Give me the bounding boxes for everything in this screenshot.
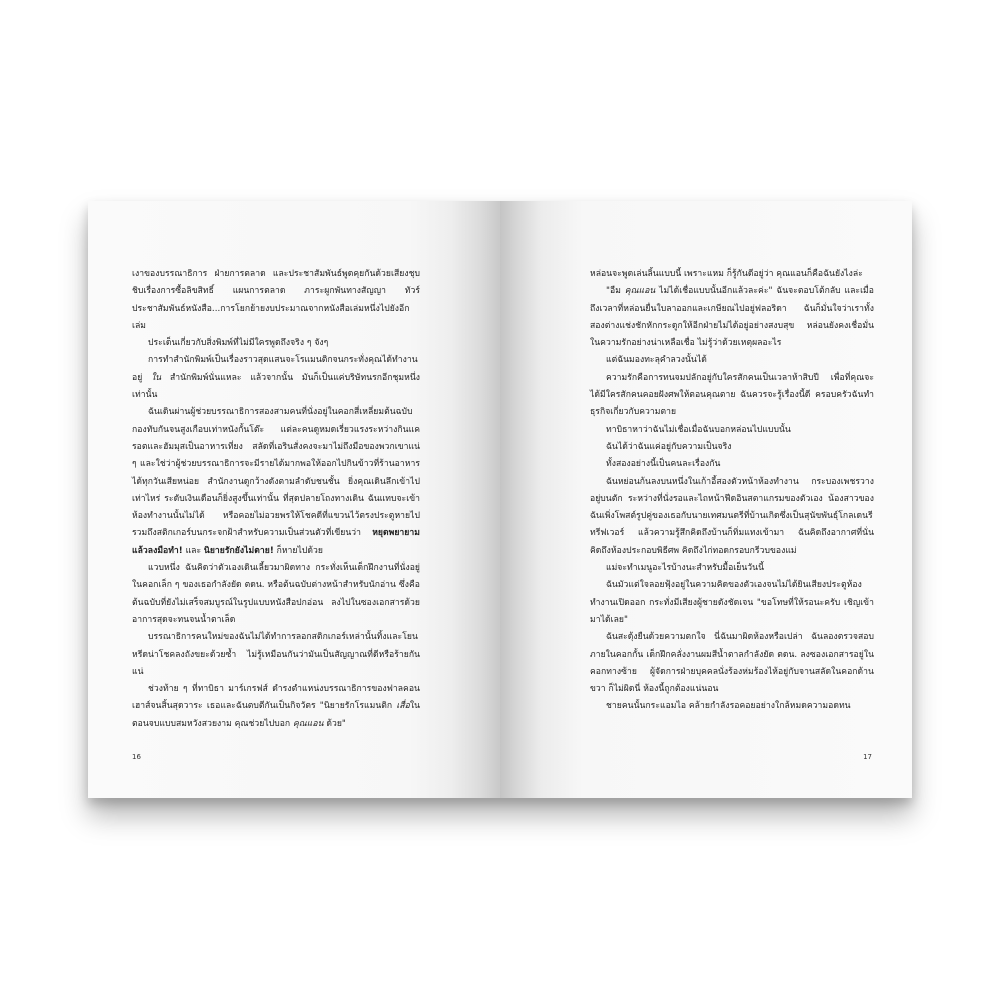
text-run: ประเด็นเกี่ยวกับสิ่งพิมพ์ที่ไม่มีใครพูดถึงจริง ๆ จังๆ [148,338,329,349]
text-run: ทั้งสองอย่างนี้เป็นคนละเรื่องกัน [606,459,721,470]
paragraph [132,352,420,404]
paragraph [590,352,874,369]
paragraph [132,404,420,560]
open-book [88,201,912,798]
right-page-body-text [590,266,874,716]
text-run: หยุดพยายาม แล้วลงมือทำ! [132,528,420,556]
paragraph [590,629,874,698]
text-run: ฉันมัวแต่ใจลอยฟุ้งอยู่ในความคิดของตัวเองจนไม่ได้ยินเสียงประตูห้องทำงานเปิดออก กระทั่งมีเสียงผู้ชายดังชัดเจน "ขอโทษที่ให้รอนะครับ เชิญเข้ามาได้เลย" [590,580,874,625]
paragraph [590,266,874,283]
paragraph [132,560,420,629]
text-run: ไม่ได้เชื่อแบบนั้นอีกแล้วละค่ะ" ฉันจะตอบโต้กลับ และเมื่อถึงเวลาที่หล่อนยื่นใบลาออกและเกษียณไปอยู่ฟลอริดา ฉันก็มั่นใจว่าเราทั้งสองต่างแช่งชักหักกระดูกให้อีกฝ่ายไม่ได้อยู่อย่างสงบสุข หล่อนยังคงเชื่อมั่นในความรักอย่างน่าเหลือเชื่อ ไม่รู้ว่าด้วยเหตุผลอะไร [590,286,874,349]
left-page-number: 16 [132,753,141,761]
text-run: ก็หายไปด้วย [273,545,323,556]
text-run: คุณแอน [292,718,324,729]
text-run: ชายคนนั้นกระแอมไอ คล้ายกำลังรอคอยอย่างใกล้หมดความอดทน [606,701,851,712]
text-run: สำนักพิมพ์นั่นแหละ แล้วจากนั้น มันก็เป็นแค่บริษัทนรกอีกชุมหนึ่งเท่านั้น [132,372,420,401]
text-run: ทาบิธาหาว่าฉันไม่เชื่อเมื่อฉันบอกหล่อนไปแบบนั้น [606,424,791,435]
text-run: ความรักคือการทนจมปลักอยู่กับใครสักคนเป็นเวลาห้าสิบปี เพื่อที่คุณจะได้มีใครสักคนคอยฝังศพให้ตอนคุณตาย ฉันควรจะรู้เรื่องนี้ดี ครอบครัวฉันทำธุรกิจเกี่ยวกับความตาย [590,372,874,418]
paragraph [590,456,874,473]
text-run: แวบหนึ่ง ฉันคิดว่าตัวเองเดินเลี้ยวมาผิดทาง กระทั่งเห็นเด็กฝึกงานที่นั่งอยู่ในคอกเล็ก ๆ ของเธอกำลังยัด ตดน. หรือต้นฉบับต่างหน้าสำหรับนักอ่าน ซึ่งคือต้นฉบับที่ยังไม่เสร็จสมบูรณ์ในรูปแบบหนังสือปกอ่อน ลงไปในซองเอกสารด้วยอาการสุดจะทนจนน้ำตาเล็ด [132,563,420,625]
text-run: คุณแอน [624,286,656,297]
paragraph [590,577,874,629]
text-run: ในตอนจบแบบสมหวังสวยงาม คุณช่วยไปบอก [132,701,420,729]
text-run: แม่จะทำเมนูอะไรบ้างนะสำหรับมื้อเย็นวันนี้ [606,563,765,574]
paragraph [590,439,874,456]
paragraph [132,335,420,352]
text-run: ช่วงท้าย ๆ ที่ทาบิธา มาร์เกรฟส์ ดำรงตำแหน่งบรรณาธิการของฟาลคอนเฮาส์จนสิ้นสุดวาระ เธอและฉันตบตีกันเป็นกิจวัตร "นิยายรักโรแมนติก [132,684,420,712]
right-page-number: 17 [863,753,872,761]
right-page [500,201,912,798]
text-run: นิยายรักยังไม่ตาย! [203,545,274,556]
text-run: ฉันเดินผ่านผู้ช่วยบรรณาธิการสองสามคนที่นั่งอยู่ในคอกสี่เหลี่ยมต้นฉบับกองทับกันจนสูงเกือบเท่าหนังกั้นโต๊ะ แต่ละคนดูหมดเรี่ยวแรงระหว่างกินแครอตและฮัมมุสเป็นอาหารเที่ยง สลัดที่เอรินสั่งคงจะมาไม่ถึงมือของพวกเขาแน่ ๆ และใช่ว่าผู้ช่วยบรรณาธิการจะมีรายได้มากพอให้ออกไปกินข้าวที่ร้านอาหารได้ทุกวันเสียหน่อย สำนักงานดูกว้างดังตามลำดับชนชั้น ยิ่งคุณเดินลึกเข้าไปเท่าไหร่ ระดับเงินเดือนก็ยิ่งสูงขึ้นเท่านั้น ที่สุดปลายโถงทางเดิน ฉันแทบจะเข้าห้องทำงานนั้นไม่ได้ หรือคอยไม่อวยพรให้โชคดีที่แขวนไว้ตรงประตูหายไป รวมถึงสติกเกอร์บนกระจกฝ้าสำหรับความเป็นส่วนตัวที่เขียนว่า [132,407,420,539]
paragraph [590,370,874,422]
paragraph [132,266,420,335]
left-page [88,201,500,798]
text-run: และ [182,545,204,556]
paragraph [590,698,874,715]
paragraph [590,422,874,439]
paragraph [590,283,874,352]
paragraph [590,474,874,560]
text-run: ด้วย" [323,718,346,729]
text-run: เงาของบรรณาธิการ ฝ่ายการตลาด และประชาสัมพันธ์พูดคุยกันด้วยเสียงชุบชิบเรื่องการซื้อลิขสิทธิ์ แผนการตลาด ภาระผูกพันทางสัญญา ทัวร์ประชาสัมพันธ์หนังสือ...การโยกย้ายงบประมาณจากหนังสือเล่มหนึ่งไปยังอีกเล่ม [132,269,420,331]
paragraph [132,629,420,681]
text-run: ฉันสะดุ้งยืนด้วยความตกใจ นี่ฉันมาผิดห้องหรือเปล่า ฉันลองตรวจสอบภายในคอกกั้น เด็กฝึกคลั่งงานผมสีน้ำตาลกำลังยัด ตดน. ลงซองเอกสารอยู่ในคอกทางซ้าย ผู้จัดการฝ่ายบุคคลนั่งร้องห่มร้องไห้อยู่กับจานสลัดในคอกด้านขวา ก็ไม่ผิดนี่ ห้องนี้ถูกต้องแน่นอน [590,632,874,695]
paragraph [132,681,420,733]
text-run: แต่ฉันมองทะลุคำลวงนั้นได้ [606,355,707,366]
text-run: บรรณาธิการคนใหม่ของฉันไม่ได้ทำการลอกสติกเกอร์เหล่านั้นทิ้งและโยนหรีดน่าโชคลงถังขยะด้วยซ้ำ ไม่รู้เหมือนกันว่ามันเป็นสัญญาณที่ดีหรือร้ายกันแน่ [132,632,420,677]
text-run: ใน [151,372,162,383]
text-run: "อืม [606,286,625,297]
text-run: หล่อนจะพูดเล่นลิ้นแบบนี้ เพราะแหม ก็รู้กันดีอยู่ว่า คุณแอนก็คือฉันยังไงล่ะ [590,269,863,279]
left-page-body-text [132,266,420,733]
paragraph [590,560,874,577]
text-run: ฉันได้ว่าฉันแค่อยู่กับความเป็นจริง [606,441,732,452]
text-run: ฉันหย่อนก้นลงบนหนึ่งในเก้าอี้สองตัวหน้าห้องทำงาน กระบองเพชรวางอยู่บนตัก ระหว่างที่นั่งรอและไถหน้าฟีดอินสตาแกรมของตัวเอง น้องสาวของฉันเพิ่งโพสต์รูปคู่ของเธอกับนายเทศมนตรีที่บ้านเกิดซึ่งเป็นสุนัขพันธุ์โกลเดนรีทรีฟเวอร์ แล้วความรู้สึกคิดถึงบ้านก็ทิ่มแทงเข้ามา ฉันคิดถึงอากาศที่นั่น คิดถึงห้องประกอบพิธีศพ คิดถึงไก่ทอดกรอบกรีวบของแม่ [590,476,874,556]
text-run: การทำสำนักพิมพ์เป็นเรื่องราวสุดแสนจะโรแมนติกจนกระทั่งคุณได้ทำงานอยู่ [132,355,418,383]
text-run: เสื่อ [396,701,410,712]
